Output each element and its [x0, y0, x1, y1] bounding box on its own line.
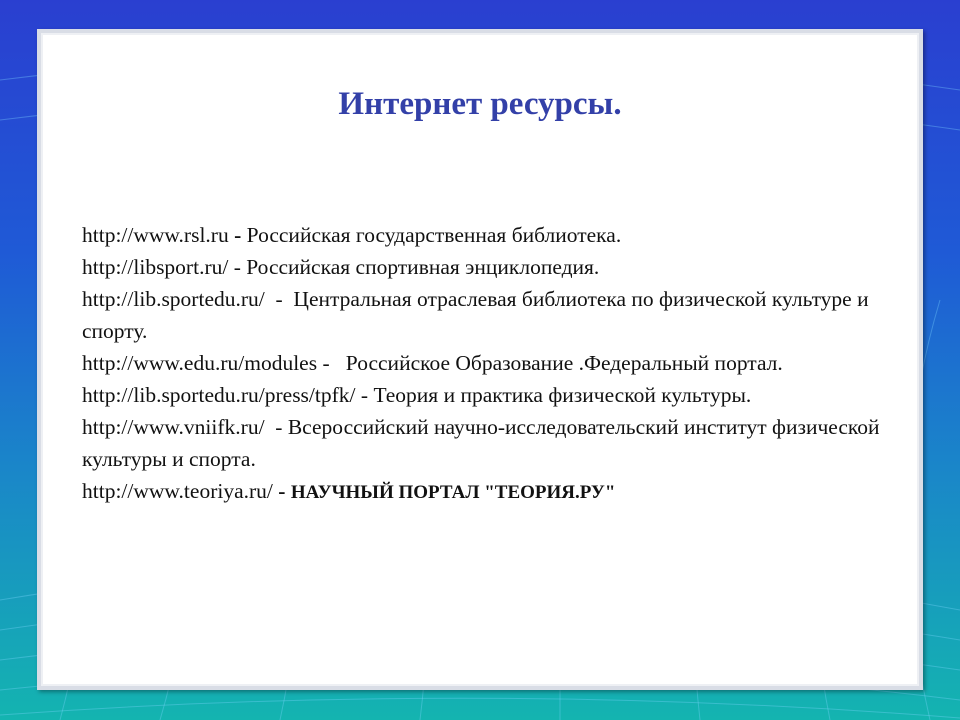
resource-url[interactable]: http://libsport.ru/ — [82, 255, 229, 279]
list-item — [82, 219, 902, 251]
list-item — [82, 251, 902, 283]
list-item — [82, 347, 902, 379]
resource-description: Российская спортивная энциклопедия. — [246, 255, 600, 279]
resource-list — [82, 219, 902, 509]
resource-description: Российское Образование .Федеральный портал. — [345, 351, 783, 375]
list-item — [82, 283, 902, 347]
resource-url[interactable]: http://www.vniifk.ru/ — [82, 415, 265, 439]
separator: - — [272, 479, 291, 503]
resource-url[interactable]: http://lib.sportedu.ru/press/tpfk/ — [82, 383, 356, 407]
resource-description: Теория и практика физической культуры. — [373, 383, 752, 407]
resource-description: НАУЧНЫЙ ПОРТАЛ "ТЕОРИЯ.РУ" — [290, 482, 616, 503]
resource-url[interactable]: http://lib.sportedu.ru/ — [82, 287, 265, 311]
resource-url[interactable]: http://www.edu.ru/modules — [82, 351, 318, 375]
page-title: Интернет ресурсы. — [338, 86, 622, 122]
list-item — [82, 475, 902, 509]
resource-url[interactable]: http://www.rsl.ru — [82, 223, 229, 247]
separator: - — [228, 255, 247, 279]
separator: - — [264, 415, 288, 439]
list-item — [82, 411, 902, 475]
list-item — [82, 379, 902, 411]
separator: - — [317, 351, 346, 375]
resource-description: Всероссийский научно-исследовательский институт физической культуры и спорта. — [82, 415, 880, 471]
separator: - — [264, 287, 294, 311]
resource-description: Российская государственная библиотека. — [246, 223, 622, 247]
resource-description: Центральная отраслевая библиотека по физической культуре и спорту. — [82, 287, 869, 343]
resource-url[interactable]: http://www.teoriya.ru/ — [82, 479, 273, 503]
separator: - — [355, 383, 374, 407]
separator: - — [228, 223, 247, 247]
